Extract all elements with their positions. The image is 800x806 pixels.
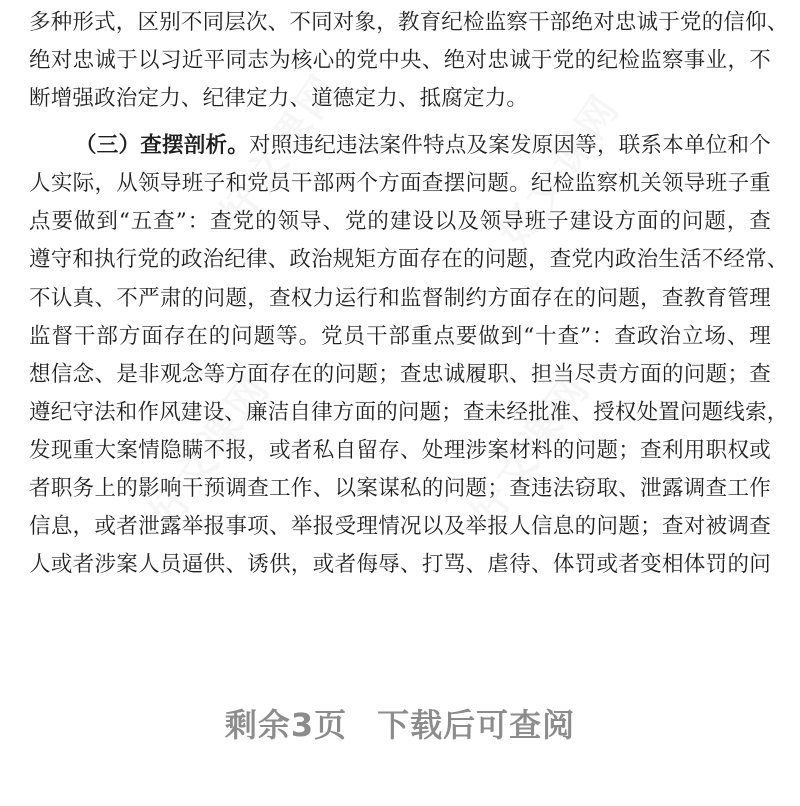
watermark: 好文课网 (461, 365, 601, 536)
paragraph-line: 监督干部方面存在的问题等。党员干部重点要做到“十查”：查政治立场、理 (29, 324, 771, 349)
download-prompt[interactable] (0, 700, 800, 746)
paragraph-text: 对照违纪违法案件特点及案发原因等，联系本单位和个 (249, 133, 771, 158)
remaining-pages-label: 剩余3页 (224, 706, 348, 744)
paragraph-line: 想信念、是非观念等方面存在的问题；查忠诚履职、担当尽责方面的问题；查 (29, 362, 771, 387)
paragraph-line: 发现重大案情隐瞒不报，或者私自留存、处理涉案材料的问题；查利用职权或 (29, 438, 771, 463)
paragraph-line: 断增强政治定力、纪律定力、道德定力、抵腐定力。 (29, 86, 529, 111)
paragraph-line: 信息，或者泄露举报事项、举报受理情况以及举报人信息的问题；查对被调查 (29, 514, 771, 539)
paragraph-line: 绝对忠诚于以习近平同志为核心的党中央、绝对忠诚于党的纪检监察事业，不 (29, 48, 771, 73)
section-heading: （三）查摆剖析。 (75, 133, 250, 158)
watermark: 好文课网 (211, 65, 351, 236)
paragraph-line: 多种形式，区别不同层次、不同对象，教育纪检监察干部绝对忠诚于党的信仰、 (29, 10, 789, 35)
paragraph-line: 者职务上的影响干预调查工作、以案谋私的问题；查违法窃取、泄露调查工作 (29, 476, 771, 501)
paragraph-line: 遵守和执行党的政治纪律、政治规矩方面存在的问题，查党内政治生活不经常、 (29, 247, 789, 272)
download-hint-label: 下载后可查阅 (377, 706, 576, 744)
paragraph-line: 遵纪守法和作风建设、廉洁自律方面的问题；查未经批准、授权处置问题线索， (29, 400, 789, 425)
watermark: 好文课网 (141, 365, 281, 536)
paragraph-line: 人或者涉案人员逼供、诱供，或者侮辱、打骂、虐待、体罚或者变相体罚的问 (29, 552, 771, 577)
paragraph-line: 不认真、不严肃的问题，查权力运行和监督制约方面存在的问题，查教育管理 (29, 286, 771, 311)
section-heading-line (75, 131, 771, 161)
watermark: 好文课网 (491, 85, 631, 256)
paragraph-line: 点要做到“五查”：查党的领导、党的建设以及领导班子建设方面的问题，查 (29, 209, 771, 234)
paragraph-line: 人实际，从领导班子和党员干部两个方面查摆问题。纪检监察机关领导班子重 (29, 171, 771, 196)
